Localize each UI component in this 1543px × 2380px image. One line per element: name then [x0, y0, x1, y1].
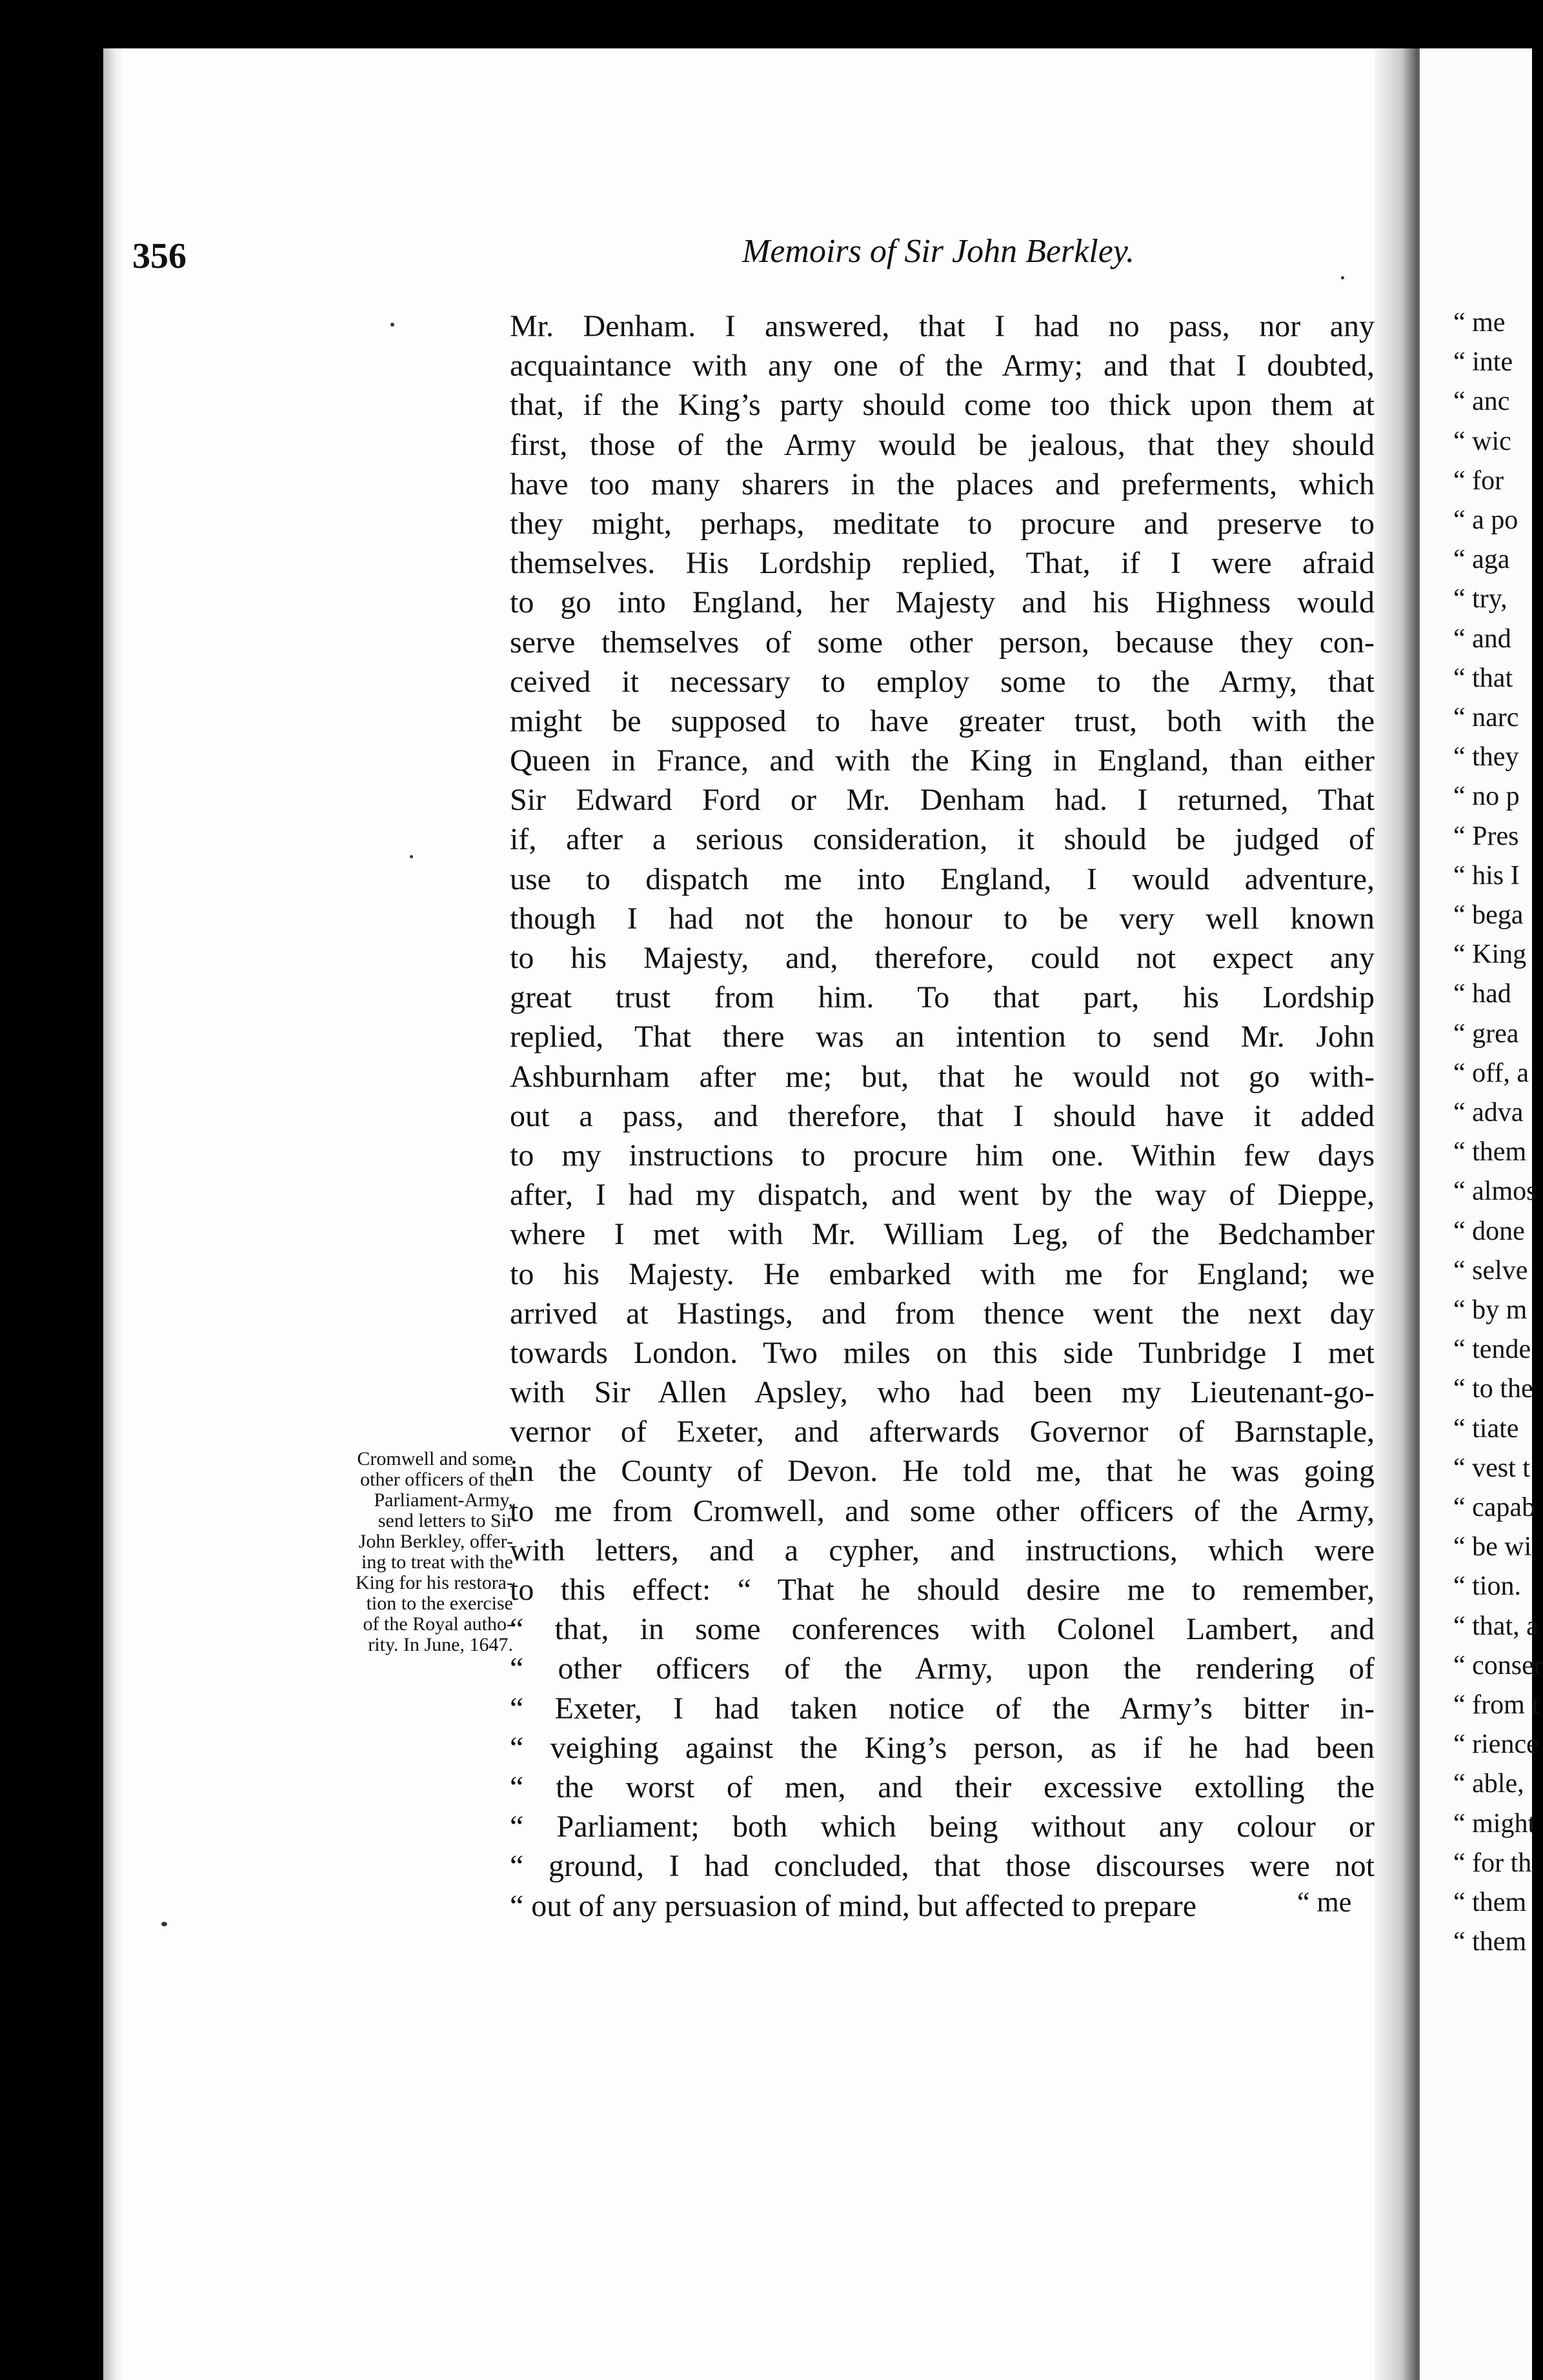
- facing-page-line: “ narc: [1453, 703, 1519, 732]
- margin-note-line: John Berkley, offer-: [358, 1531, 513, 1552]
- text-line: “ out of any persuasion of mind, but affected to prepare: [510, 1888, 1197, 1923]
- facing-page-line: “ conser: [1453, 1650, 1543, 1680]
- text-line: to his Majesty. He embarked with me for England; we: [510, 1256, 1375, 1291]
- text-line: “ veighing against the King’s person, as if he had been: [510, 1730, 1375, 1765]
- margin-note-line: tion to the exercise: [366, 1593, 513, 1614]
- facing-page-line: “ almos: [1453, 1176, 1537, 1207]
- margin-note-line: send letters to Sir: [378, 1510, 513, 1531]
- facing-page-line: “ had: [1453, 979, 1511, 1009]
- facing-page-line: “ by m: [1453, 1295, 1528, 1325]
- text-line: to this effect: “ That he should desire me to remember,: [510, 1573, 1375, 1607]
- text-line: Sir Edward Ford or Mr. Denham had. I returned, That: [510, 783, 1375, 818]
- facing-page-line: “ tiate: [1453, 1413, 1519, 1444]
- facing-page-line: “ grea: [1453, 1018, 1519, 1049]
- text-line: arrived at Hastings, and from thence went the next day: [510, 1296, 1375, 1331]
- text-line: “ the worst of men, and their excessive extolling the: [510, 1770, 1375, 1804]
- facing-page-line: “ for: [1453, 465, 1504, 496]
- facing-page-line: “ to the: [1453, 1374, 1533, 1404]
- margin-note-line: other officers of the: [360, 1469, 513, 1490]
- margin-note-line: of the Royal autho-: [363, 1613, 513, 1635]
- text-line: Ashburnham after me; but, that he would not go with-: [510, 1059, 1375, 1094]
- facing-page-line: “ anc: [1453, 387, 1510, 417]
- text-line: towards London. Two miles on this side Tunbridge I met: [510, 1335, 1375, 1370]
- facing-page-line: “ that: [1453, 663, 1513, 693]
- text-line: might be supposed to have greater trust, both with the: [510, 703, 1375, 738]
- ink-speck: [161, 1922, 167, 1926]
- text-line: serve themselves of some other person, because they con-: [510, 625, 1375, 660]
- text-line: in the County of Devon. He told me, that he was going: [510, 1454, 1375, 1489]
- facing-page-line: “ Pres: [1453, 821, 1519, 851]
- text-line: “ Exeter, I had taken notice of the Army’s bitter in-: [510, 1691, 1375, 1726]
- ink-speck: [1341, 276, 1344, 279]
- catchword: “ me: [1297, 1886, 1352, 1918]
- facing-page-line: “ no p: [1453, 782, 1520, 812]
- facing-page-line: “ aga: [1453, 545, 1510, 575]
- text-line: “ that, in some conferences with Colonel Lambert, and: [510, 1612, 1375, 1647]
- facing-page-line: “ capab: [1453, 1493, 1536, 1522]
- facing-page-line: “ his I: [1453, 860, 1520, 891]
- text-line: after, I had my dispatch, and went by the way of Dieppe,: [510, 1178, 1375, 1213]
- facing-page-line: “ they: [1453, 742, 1519, 772]
- facing-page-line: “ might: [1453, 1808, 1536, 1839]
- facing-page-line: “ able,: [1453, 1769, 1524, 1799]
- facing-page-line: “ tende: [1453, 1335, 1531, 1365]
- text-line: if, after a serious consideration, it should be judged of: [510, 822, 1375, 857]
- text-line: ceived it necessary to employ some to the Army, that: [510, 664, 1375, 699]
- facing-page-line: “ them: [1453, 1137, 1527, 1167]
- text-line: vernor of Exeter, and afterwards Governor of Barnstaple,: [510, 1415, 1375, 1449]
- facing-page-line: “ from t: [1453, 1690, 1539, 1720]
- text-line: great trust from him. To that part, his Lordship: [510, 980, 1375, 1015]
- margin-note-line: rity. In June, 1647.: [368, 1634, 513, 1655]
- margin-note-line: ing to treat with the: [361, 1551, 513, 1573]
- facing-page-line: “ for th: [1453, 1848, 1532, 1878]
- facing-page-line: “ inte: [1453, 347, 1513, 378]
- text-line: “ ground, I had concluded, that those discourses were not: [510, 1849, 1375, 1884]
- text-line: to go into England, her Majesty and his Highness would: [510, 585, 1375, 620]
- text-line: out a pass, and therefore, that I should have it added: [510, 1098, 1375, 1133]
- facing-page-line: “ me: [1453, 308, 1506, 338]
- body-text: [510, 307, 1375, 1926]
- facing-page-line: “ wic: [1453, 426, 1511, 456]
- text-line: to me from Cromwell, and some other officers of the Army,: [510, 1493, 1375, 1528]
- ink-speck: [410, 855, 413, 858]
- text-line: themselves. His Lordship replied, That, if I were afraid: [510, 546, 1375, 581]
- text-line: Queen in France, and with the King in England, than either: [510, 743, 1375, 778]
- facing-page-line: “ rience: [1453, 1730, 1538, 1760]
- text-line: where I met with Mr. William Leg, of the Bedchamber: [510, 1217, 1375, 1252]
- text-line: though I had not the honour to be very well known: [510, 901, 1375, 936]
- facing-page-line: “ off, a: [1453, 1058, 1529, 1088]
- facing-page-line: “ them: [1453, 1927, 1527, 1957]
- page-number: 356: [132, 236, 187, 276]
- facing-page-fragment: [1420, 48, 1543, 2380]
- page-left-edge-shadow: [103, 48, 123, 2380]
- text-line: to his Majesty, and, therefore, could not expect any: [510, 941, 1375, 975]
- text-line: Mr. Denham. I answered, that I had no pass, nor any: [510, 309, 1375, 343]
- running-head: Memoirs of Sir John Berkley.: [742, 233, 1135, 270]
- facing-page-line: “ and: [1453, 623, 1511, 654]
- text-line: first, those of the Army would be jealous, that they should: [510, 427, 1375, 462]
- text-line: with Sir Allen Apsley, who had been my Lieutenant-go-: [510, 1375, 1375, 1410]
- text-line: “ Parliament; both which being without any colour or: [510, 1810, 1375, 1844]
- text-line: “ other officers of the Army, upon the rendering of: [510, 1651, 1375, 1686]
- margin-note-line: King for his restora-: [355, 1572, 513, 1593]
- facing-page-line: “ vest t: [1453, 1453, 1530, 1483]
- facing-page-line: “ King: [1453, 940, 1527, 970]
- text-line: replied, That there was an intention to send Mr. John: [510, 1020, 1375, 1054]
- facing-page-line: “ bega: [1453, 900, 1524, 930]
- facing-page-line: “ them: [1453, 1888, 1527, 1917]
- margin-note-line: Parliament-Army,: [374, 1489, 513, 1511]
- facing-page-line: “ that, a: [1453, 1611, 1538, 1641]
- margin-note-line: Cromwell and some: [357, 1448, 513, 1469]
- text-line: that, if the King’s party should come too thick upon them at: [510, 388, 1375, 423]
- margin-note: [261, 1449, 513, 1655]
- facing-page-line: “ try,: [1453, 584, 1508, 614]
- text-line: use to dispatch me into England, I would adventure,: [510, 862, 1375, 896]
- text-line: to my instructions to procure him one. Within few days: [510, 1138, 1375, 1173]
- text-line: with letters, and a cypher, and instructions, which were: [510, 1533, 1375, 1568]
- text-line: acquaintance with any one of the Army; and that I doubted,: [510, 348, 1375, 383]
- facing-page-line: “ be wi: [1453, 1532, 1532, 1562]
- facing-page-line: “ selve: [1453, 1255, 1528, 1286]
- text-line: they might, perhaps, meditate to procure and preserve to: [510, 506, 1375, 541]
- text-line: have too many sharers in the places and preferments, which: [510, 467, 1375, 501]
- facing-page-line: “ a po: [1453, 505, 1518, 535]
- facing-page-line: “ adva: [1453, 1098, 1524, 1127]
- ink-speck: [390, 323, 394, 327]
- facing-page-line: “ done: [1453, 1216, 1525, 1246]
- facing-page-line: “ tion.: [1453, 1571, 1521, 1602]
